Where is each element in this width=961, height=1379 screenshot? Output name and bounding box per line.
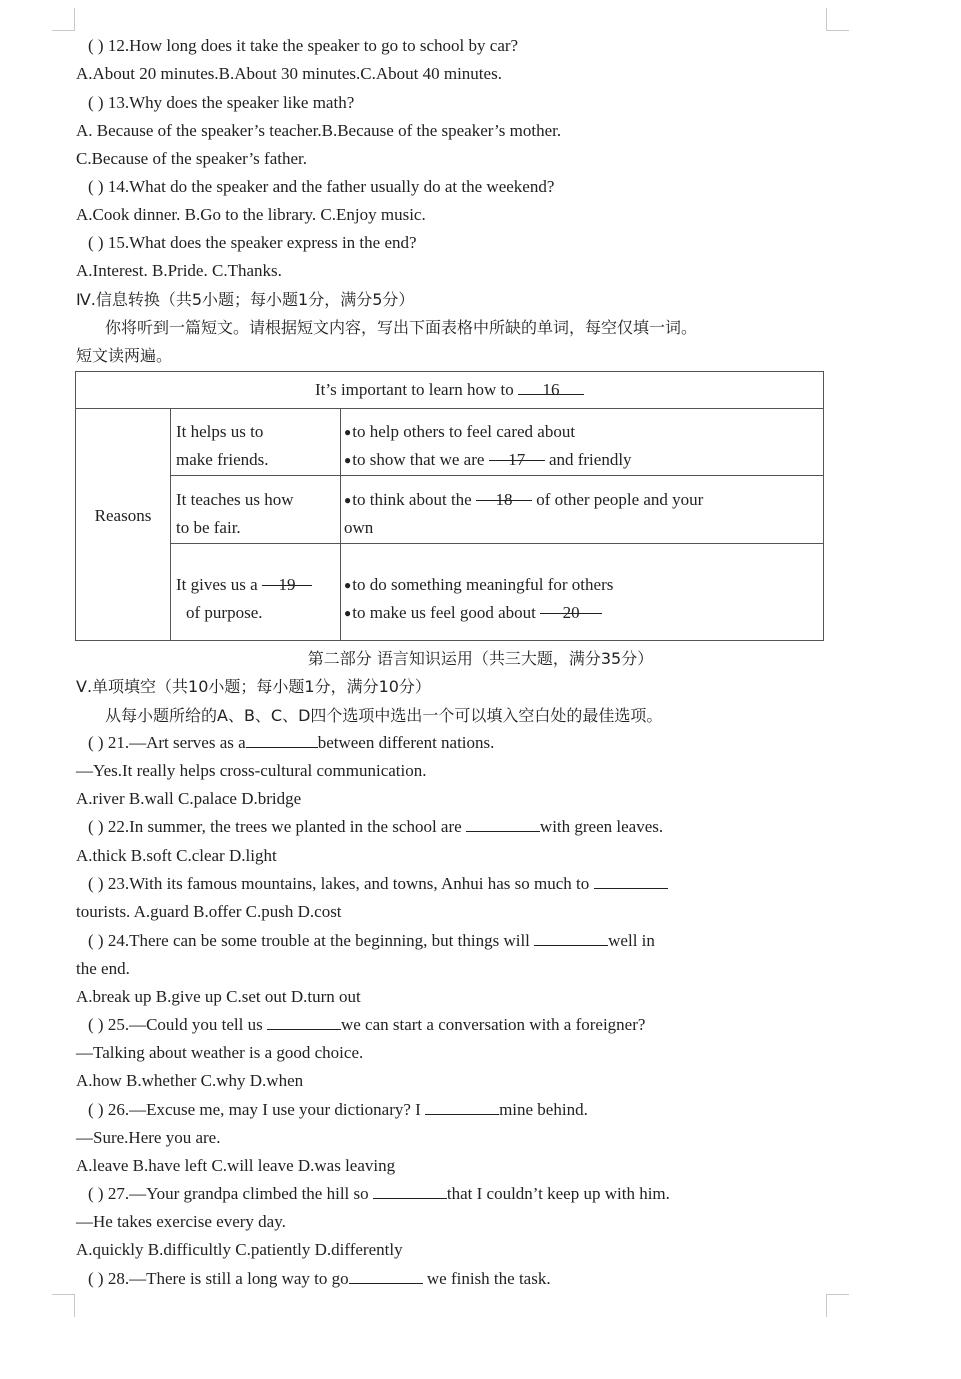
question-24: ( ) 24.There can be some trouble at the beginning, but things will well in (88, 931, 655, 950)
question-25: ( ) 25.—Could you tell us we can start a conversation with a foreigner? (88, 1015, 646, 1034)
question-15: ( ) 15.What does the speaker express in the end? (88, 233, 417, 252)
part-2-title: 第二部分 语言知识运用（共三大题，满分35分） (307, 649, 654, 668)
section-5-instruction: 从每小题所给的A、B、C、D四个选项中选出一个可以填入空白处的最佳选项。 (105, 706, 663, 725)
info-table (75, 371, 824, 641)
question-13: ( ) 13.Why does the speaker like math? (88, 93, 355, 112)
question-27: ( ) 27.—Your grandpa climbed the hill so that I couldn’t keep up with him. (88, 1184, 670, 1203)
question-28: ( ) 28.—There is still a long way to go we finish the task. (88, 1269, 551, 1288)
row2-details: ● to think about the 18 of other people and your own (344, 486, 824, 542)
row2-reason: It teaches us how to be fair. (176, 490, 294, 537)
question-14: ( ) 14.What do the speaker and the father usually do at the weekend? (88, 177, 555, 196)
question-25-reply: —Talking about weather is a good choice. (76, 1043, 364, 1062)
question-21-options: A.river B.wall C.palace D.bridge (76, 789, 302, 808)
blank-18: 18 (476, 486, 532, 501)
section-4-instruction-cont: 短文读两遍。 (76, 346, 173, 365)
question-26-reply: —Sure.Here you are. (76, 1128, 221, 1147)
blank-19: 19 (262, 571, 312, 586)
question-22: ( ) 22.In summer, the trees we planted in the school are with green leaves. (88, 817, 664, 836)
question-13-options-a: A. Because of the speaker’s teacher.B.Because of the speaker’s mother. (76, 121, 562, 140)
question-23: ( ) 23.With its famous mountains, lakes, and towns, Anhui has so much to (88, 874, 668, 894)
crop-mark-bottom-right (826, 1294, 849, 1317)
question-12: ( ) 12.How long does it take the speaker to go to school by car? (88, 36, 519, 55)
blank-20: 20 (540, 599, 602, 614)
question-21-reply: —Yes.It really helps cross-cultural communication. (76, 761, 427, 780)
crop-mark-top-right (826, 8, 849, 31)
question-15-options: A.Interest. B.Pride. C.Thanks. (76, 261, 282, 280)
crop-mark-bottom-left (52, 1294, 75, 1317)
blank-17: 17 (489, 446, 545, 461)
question-24-cont: the end. (76, 959, 130, 978)
question-12-options: A.About 20 minutes.B.About 30 minutes.C.About 40 minutes. (76, 64, 502, 83)
row1-details: ● to help others to feel cared about ● to show that we are 17 and friendly (344, 418, 824, 474)
blank-16: 16 (518, 380, 584, 395)
row3-details: ● to do something meaningful for others ● to make us feel good about 20 (344, 571, 824, 627)
crop-mark-top-left (52, 8, 75, 31)
section-5-title: Ⅴ.单项填空（共10小题；每小题1分，满分10分） (76, 677, 431, 696)
section-4-instruction: 你将听到一篇短文。请根据短文内容，写出下面表格中所缺的单词，每空仅填一词。 (105, 318, 698, 337)
question-24-options: A.break up B.give up C.set out D.turn out (76, 987, 361, 1006)
question-21: ( ) 21.—Art serves as a between different nations. (88, 733, 495, 752)
row3-reason: It gives us a 19 of purpose. (176, 571, 338, 627)
question-27-reply: —He takes exercise every day. (76, 1212, 286, 1231)
reasons-label: Reasons (94, 506, 152, 525)
question-25-options: A.how B.whether C.why D.when (76, 1071, 304, 1090)
question-26: ( ) 26.—Excuse me, may I use your dictionary? I mine behind. (88, 1100, 588, 1119)
section-4-title: Ⅳ.信息转换（共5小题；每小题1分，满分5分） (76, 290, 415, 309)
question-22-options: A.thick B.soft C.clear D.light (76, 846, 277, 865)
question-13-options-b: C.Because of the speaker’s father. (76, 149, 307, 168)
question-27-options: A.quickly B.difficultly C.patiently D.differently (76, 1240, 403, 1259)
question-23-options: tourists. A.guard B.offer C.push D.cost (76, 902, 342, 921)
row1-reason: It helps us to make friends. (176, 422, 269, 469)
question-26-options: A.leave B.have left C.will leave D.was leaving (76, 1156, 396, 1175)
question-14-options: A.Cook dinner. B.Go to the library. C.Enjoy music. (76, 205, 426, 224)
table-header: It’s important to learn how to 16 (76, 380, 823, 400)
